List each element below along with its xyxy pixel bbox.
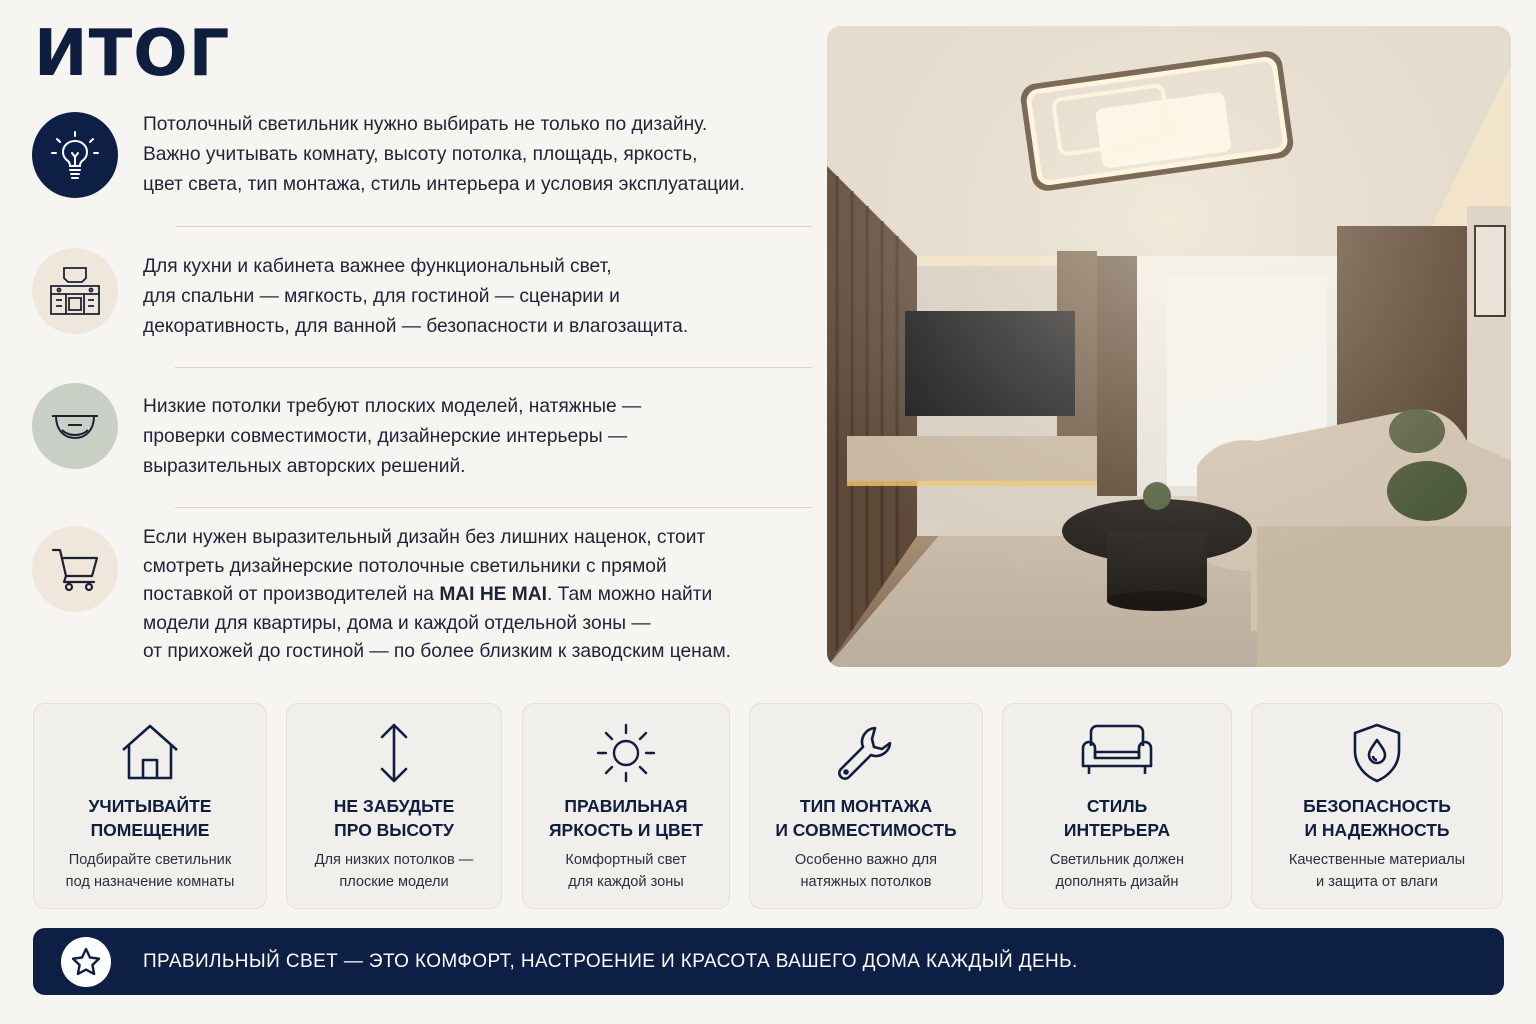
page-title: ИТОГ (34, 17, 231, 91)
feature-card (1002, 703, 1232, 909)
point-text: Если нужен выразительный дизайн без лишних наценок, стоит смотреть дизайнерские потолочные светильники с прямой поставкой от производителей на MAI HE MAI. Там можно найти модели для квартиры, дома и каждой отдельной зоны — от прихожей до гостиной — по более близким к заводским ценам. (143, 527, 731, 662)
bottom-banner (33, 928, 1504, 995)
shopping-cart-icon (32, 526, 118, 612)
feature-card (749, 703, 983, 909)
interior-photo (827, 26, 1511, 667)
shield-drop-icon (1252, 722, 1502, 782)
star-icon (61, 937, 111, 987)
sun-icon (523, 722, 729, 782)
point-item (32, 110, 782, 200)
wrench-icon (750, 722, 982, 782)
kitchen-icon (32, 248, 118, 334)
feature-card-desc: Особенно важно для натяжных потолков (794, 852, 938, 890)
point-item (32, 252, 782, 342)
house-icon (34, 722, 266, 782)
brand-name: MAI HE MAI (439, 584, 547, 605)
feature-card-desc: Качественные материалы и защита от влаги (1288, 852, 1466, 890)
feature-card (33, 703, 267, 909)
point-item (32, 527, 782, 684)
point-text: Низкие потолки требуют плоских моделей, натяжные — проверки совместимости, дизайнерские интерьеры — выразительных авторских решений. (143, 396, 642, 477)
feature-card-title: НЕ ЗАБУДЬТЕ ПРО ВЫСОТУ (333, 796, 455, 840)
feature-card-title: УЧИТЫВАЙТЕ ПОМЕЩЕНИЕ (88, 796, 212, 840)
feature-cards (33, 703, 1503, 909)
banner-text: ПРАВИЛЬНЫЙ СВЕТ — ЭТО КОМФОРТ, НАСТРОЕНИЕ И КРАСОТА ВАШЕГО ДОМА КАЖДЫЙ ДЕНЬ. (143, 951, 1078, 972)
ceiling-light-icon (32, 383, 118, 469)
divider (175, 226, 812, 227)
feature-card-desc: Светильник должен дополнять дизайн (1049, 852, 1185, 890)
point-text: Для кухни и кабинета важнее функциональный свет, для спальни — мягкость, для гостиной — сценарии и декоративность, для ванной — безопасности и влагозащита. (143, 256, 689, 337)
sofa-icon (1003, 722, 1231, 782)
feature-card-title: ПРАВИЛЬНАЯ ЯРКОСТЬ И ЦВЕТ (548, 796, 704, 840)
feature-card (286, 703, 502, 909)
feature-card-desc: Подбирайте светильник под назначение комнаты (65, 852, 235, 890)
feature-card-title: ТИП МОНТАЖА И СОВМЕСТИМОСТЬ (775, 796, 957, 840)
point-text: Потолочный светильник нужно выбирать не только по дизайну. Важно учитывать комнату, высоту потолка, площадь, яркость, цвет света, тип монтажа, стиль интерьера и условия эксплуатации. (143, 114, 745, 195)
living-room-illustration (827, 26, 1511, 667)
feature-card-title: СТИЛЬ ИНТЕРЬЕРА (1063, 796, 1171, 840)
feature-card-title: БЕЗОПАСНОСТЬ И НАДЕЖНОСТЬ (1303, 796, 1451, 840)
feature-card (522, 703, 730, 909)
divider (175, 507, 812, 508)
lightbulb-icon (32, 112, 118, 198)
feature-card-desc: Комфортный свет для каждой зоны (565, 852, 687, 890)
feature-card-desc: Для низких потолков — плоские модели (314, 852, 474, 890)
feature-card (1251, 703, 1503, 909)
divider (175, 367, 812, 368)
vertical-arrows-icon (287, 722, 501, 782)
point-item (32, 392, 782, 482)
